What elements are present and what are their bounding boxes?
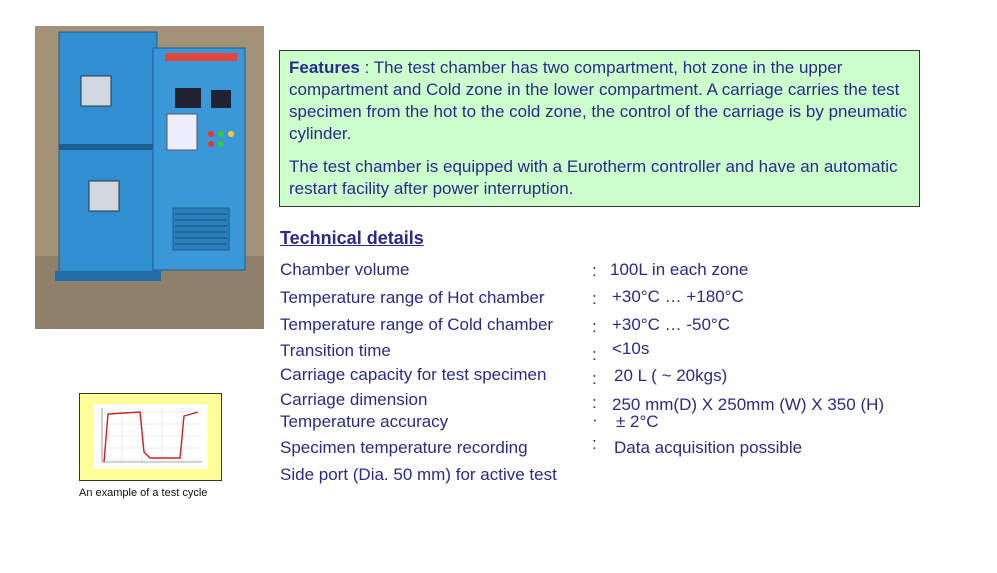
spec-colon: : xyxy=(592,317,597,336)
spec-label: Temperature range of Hot chamber xyxy=(280,288,545,307)
features-box xyxy=(279,50,920,207)
spec-value: +30°C … -50°C xyxy=(612,315,731,334)
spec-label: Specimen temperature recording xyxy=(280,438,528,457)
spec-value: <10s xyxy=(612,339,650,358)
spec-colon: · xyxy=(592,410,598,429)
spec-label: Carriage dimension xyxy=(280,390,428,409)
technical-details-heading: Technical details xyxy=(280,228,424,248)
spec-value: +30°C … +180°C xyxy=(612,287,744,306)
spec-label: Temperature range of Cold chamber xyxy=(280,315,554,334)
spec-value: 20 L ( ~ 20kgs) xyxy=(614,366,728,385)
spec-label: Chamber volume xyxy=(280,260,410,279)
spec-value: ± 2°C xyxy=(616,412,659,431)
spec-label: Transition time xyxy=(280,341,391,360)
spec-value: Data acquisition possible xyxy=(614,438,803,457)
spec-value: 100L in each zone xyxy=(610,260,749,279)
features-paragraph-2: The test chamber is equipped with a Eurotherm controller and have an automatic restart facility after power interruption. xyxy=(289,157,898,198)
spec-colon: : xyxy=(592,434,597,453)
test-chamber-photo xyxy=(35,26,264,329)
spec-label: Carriage capacity for test specimen xyxy=(280,365,547,384)
spec-colon: : xyxy=(592,345,597,364)
spec-colon: : xyxy=(592,289,597,308)
spec-label: Side port (Dia. 50 mm) for active test xyxy=(280,465,557,484)
spec-colon: : xyxy=(592,369,597,388)
features-label: Features xyxy=(289,58,360,77)
features-text-1: : The test chamber has two compartment, hot zone in the upper compartment and Cold zone in the lower compartment. A carriage carries the test specimen from the hot to the cold zone, the control of the carriage is by pneumatic cylinder. xyxy=(289,58,908,143)
test-cycle-plot xyxy=(94,404,208,469)
test-cycle-caption: An example of a test cycle xyxy=(79,487,208,499)
spec-colon: : xyxy=(592,261,597,280)
test-cycle-thumbnail xyxy=(79,393,222,481)
spec-colon: : xyxy=(592,393,597,412)
features-paragraph-1 xyxy=(289,57,911,145)
spec-value: 250 mm(D) X 250mm (W) X 350 (H) xyxy=(612,395,885,414)
spec-label: Temperature accuracy xyxy=(280,412,449,431)
